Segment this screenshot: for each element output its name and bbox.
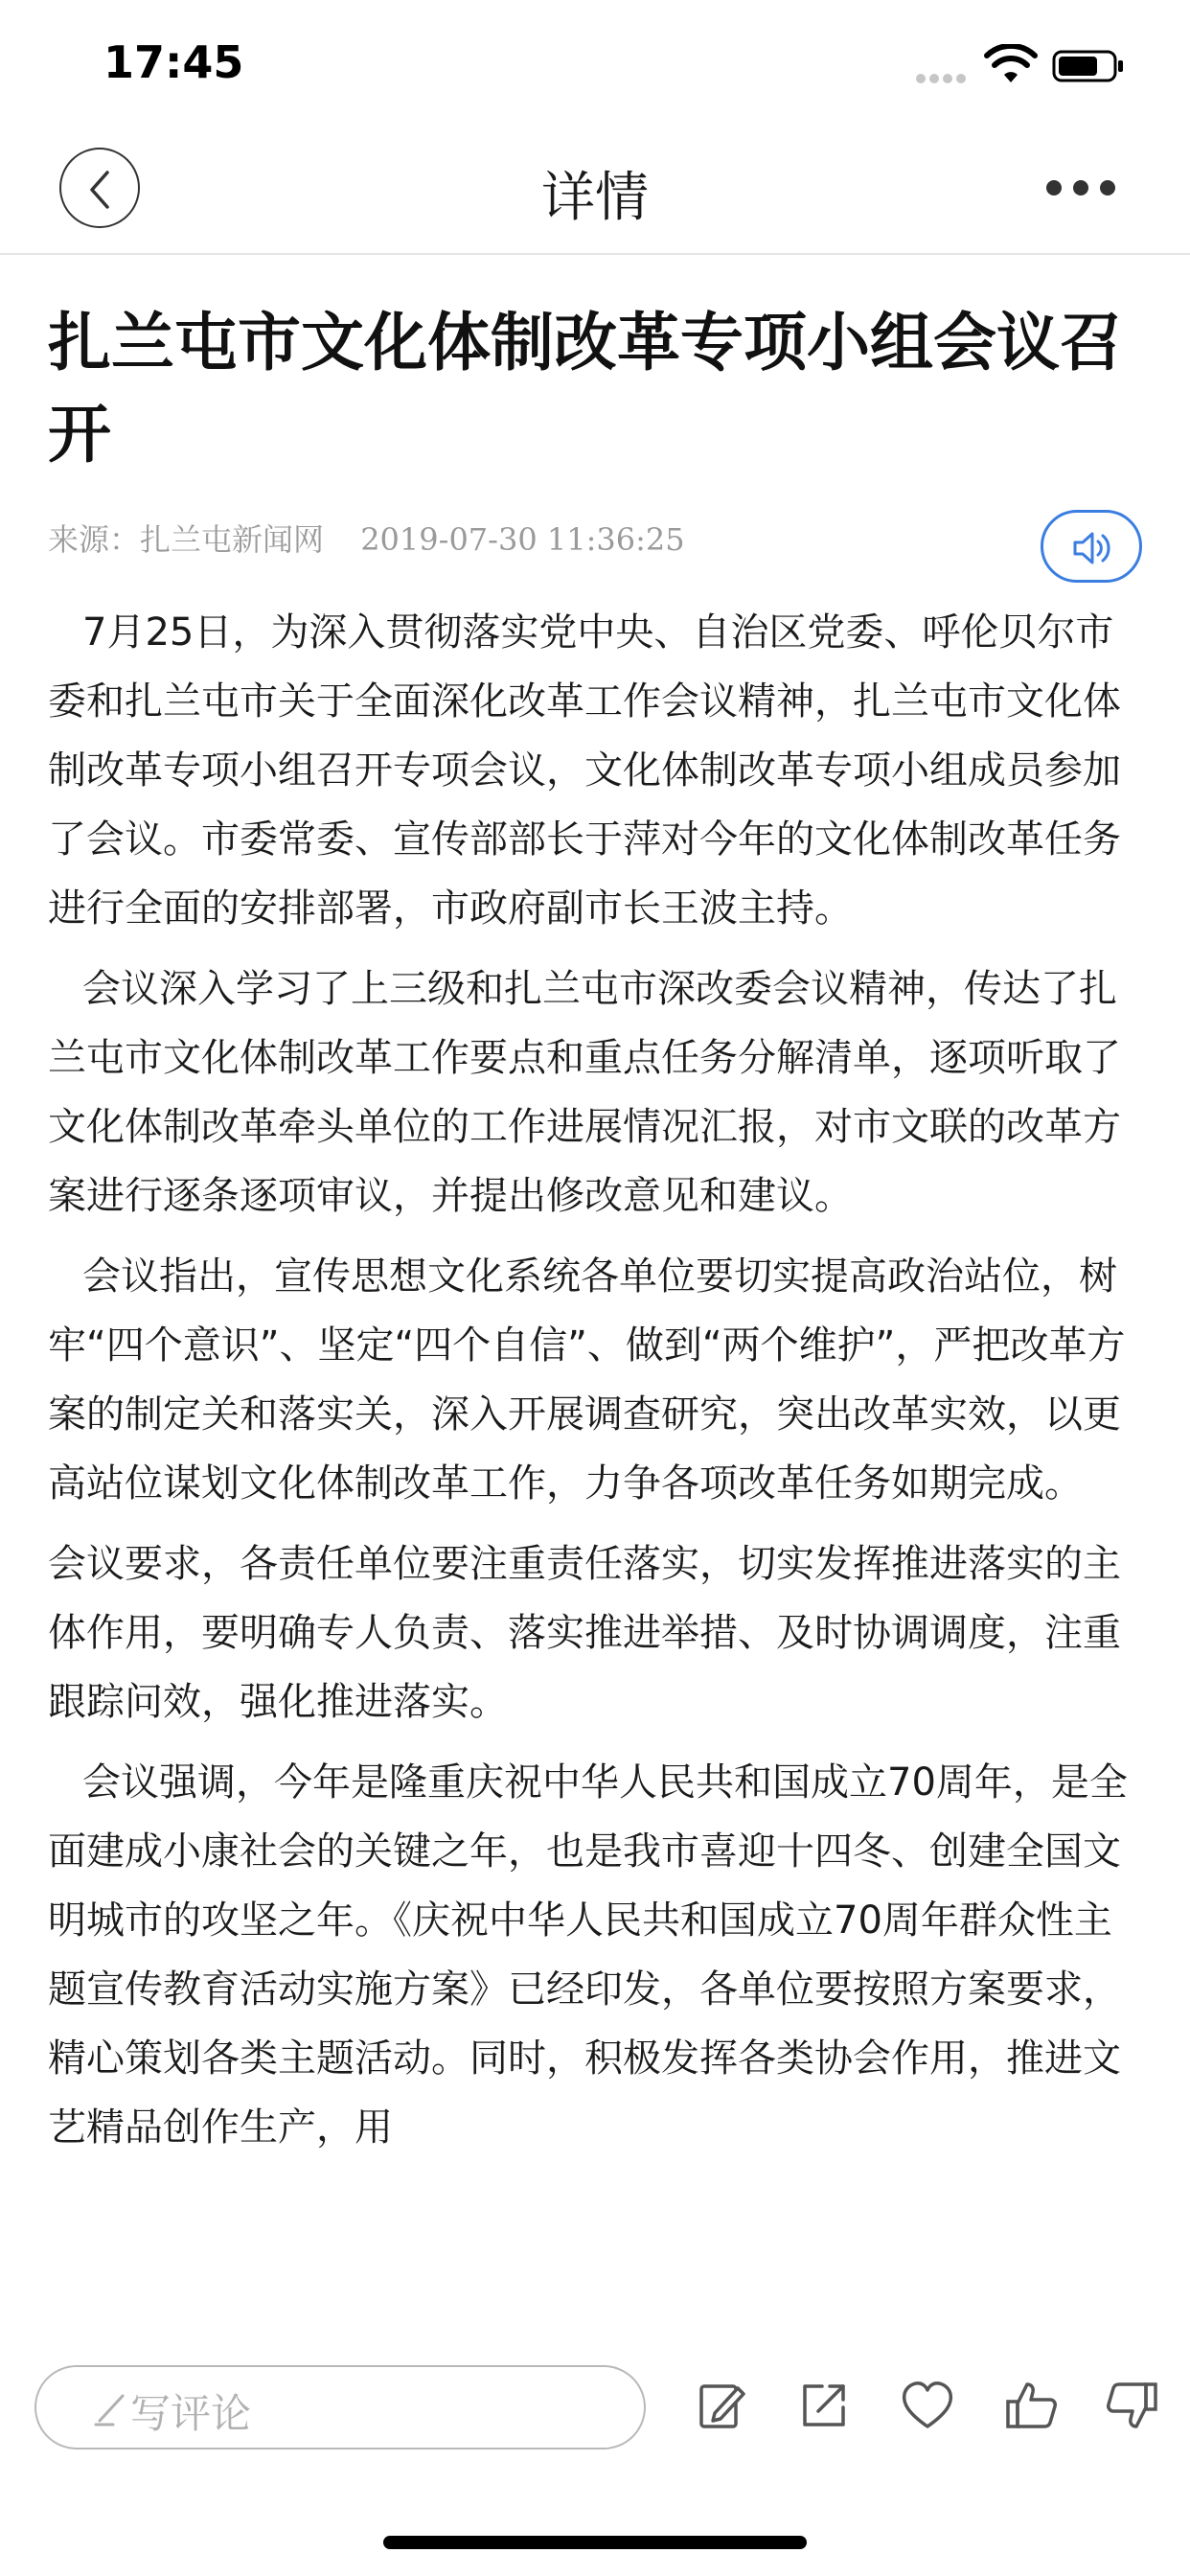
status-time: 17:45 [103,36,244,88]
article-body [48,598,1142,2333]
pen-icon [94,2388,128,2426]
article-meta [48,516,685,560]
page-title: 详情 [541,167,649,229]
thumbs-down-icon[interactable] [1104,2377,1161,2434]
read-aloud-button[interactable] [1041,510,1142,583]
nav-bar [0,126,1190,255]
article-title: 扎兰屯市文化体制改革专项小组会议召开 [48,306,1123,472]
article-paragraph: 会议指出，宣传思想文化系统各单位要切实提高政治站位，树牢“四个意识”、坚定“四个自信”、做到“两个维护”，严把改革方案的制定关和落实关，深入开展调查研究，突出改革实效，以更高站位谋划文化体制改革工作，力争各项改革任务如期完成。 [48,1254,1126,1506]
more-options-button[interactable] [1046,180,1133,203]
battery-icon [1052,50,1125,82]
article-paragraph: 会议要求，各责任单位要注重责任落实，切实发挥推进落实的主体作用，要明确专人负责、落实推进举措、及时协调调度，注重跟踪问效，强化推进落实。 [48,1542,1121,1724]
heart-icon[interactable] [899,2377,956,2434]
share-icon[interactable] [795,2377,853,2434]
article-paragraph: 会议深入学习了上三级和扎兰屯市深改委会议精神，传达了扎兰屯市文化体制改革工作要点和重点任务分解清单，逐项听取了文化体制改革牵头单位的工作进展情况汇报，对市文联的改革方案进行逐条逐项审议，并提出修改意见和建议。 [48,967,1121,1218]
edit-icon[interactable] [694,2377,751,2434]
wifi-icon [983,44,1039,84]
article-source: 来源：扎兰屯新闻网 [48,521,325,558]
thumbs-up-icon[interactable] [1002,2377,1060,2434]
comment-placeholder: 写评论 [130,2390,252,2437]
cellular-signal-icon [916,69,970,87]
article-paragraph: 7月25日，为深入贯彻落实党中央、自治区党委、呼伦贝尔市委和扎兰屯市关于全面深化改革工作会议精神，扎兰屯市文化体制改革专项小组召开专项会议，文化体制改革专项小组成员参加了会议。市委常委、宣传部部长于萍对今年的文化体制改革任务进行全面的安排部署，市政府副市长王波主持。 [48,610,1121,931]
speaker-icon [1072,530,1116,566]
article-paragraph: 会议强调，今年是隆重庆祝中华人民共和国成立70周年，是全面建成小康社会的关键之年，也是我市喜迎十四冬、创建全国文明城市的攻坚之年。《庆祝中华人民共和国成立70周年群众性主题宣传教育活动实施方案》已经印发，各单位要按照方案要求，精心策划各类主题活动。同时，积极发挥各类协会作用，推进文艺精品创作生产，用 [48,1760,1128,2150]
article-datetime: 2019-07-30 11:36:25 [360,521,685,558]
comment-input[interactable] [34,2365,646,2450]
home-indicator[interactable] [383,2536,807,2549]
bottom-toolbar [0,2338,1190,2463]
status-bar [0,0,1190,126]
